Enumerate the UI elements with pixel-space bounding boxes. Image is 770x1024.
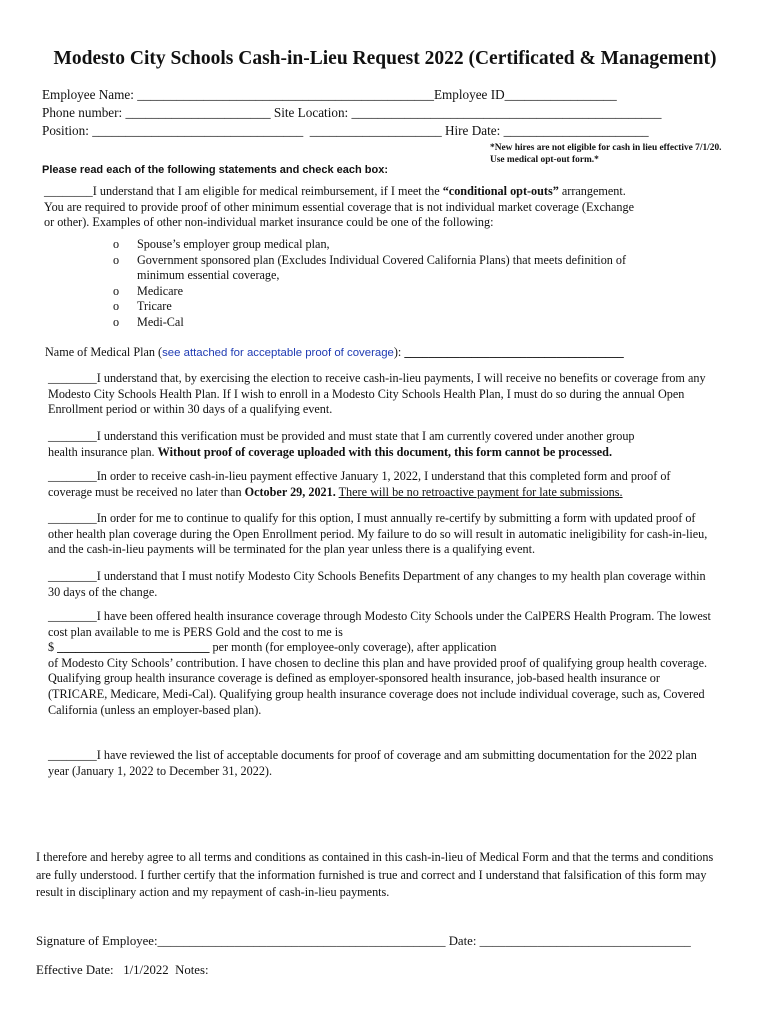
statement-7-line-5: Qualifying group health insurance coverage is defined as employer-sponsored health insurance, job-based health insurance or (48, 671, 660, 686)
phone-row (42, 104, 661, 121)
statement-3-line-1: I understand this verification must be provided and must state that I am currently covered under another group (96, 429, 635, 443)
statement-2-line-3: Enrollment period or within 30 days of a qualifying event. (48, 402, 333, 417)
agreement-line-2: are fully understood. I further certify that the information furnished is true and correct and I understand that falsification of this form may (36, 867, 707, 882)
conditional-opt-outs: “conditional opt-outs” (442, 184, 559, 198)
coverage-option-text: Medi-Cal (137, 314, 184, 329)
instruction-text: Please read each of the following statements and check each box: (42, 164, 388, 176)
dollar-sign: $ (48, 640, 55, 655)
site-location-field[interactable]: _______________________________________________ (351, 105, 662, 120)
bullet-icon: o (113, 299, 120, 314)
statement-5 (48, 511, 707, 558)
check-blank-4[interactable]: ________ (48, 469, 97, 483)
employee-id-field[interactable]: _________________ (504, 87, 617, 102)
medical-plan-label-end: ): (393, 345, 402, 359)
coverage-option-text: Government sponsored plan (Excludes Individual Covered California Plans) that meets definition of (137, 252, 627, 267)
deadline-date: October 29, 2021. (244, 484, 336, 499)
bullet-icon: o (113, 252, 120, 267)
per-month-text: per month (for employee-only coverage), after application (209, 640, 497, 655)
statement-6 (48, 569, 706, 600)
effective-date-value: 1/1/2022 (123, 963, 169, 977)
phone-field[interactable]: ______________________ (125, 105, 271, 120)
statement-8 (48, 748, 697, 779)
statement-5-line-1: In order for me to continue to qualify for this option, I must annually re-certify by submitting a form with updated proof of (96, 511, 696, 525)
coverage-option-text: Medicare (137, 283, 184, 298)
statement-1 (44, 184, 634, 231)
statement-3-line-2: health insurance plan. (48, 444, 158, 459)
employee-name-field[interactable]: _____________________________________________ (137, 87, 434, 102)
bullet-icon: o (113, 237, 120, 251)
statement-5-line-3: and the cash-in-lieu payments will be terminated for the plan year unless there is a qualifying event. (48, 542, 536, 557)
position-field-2[interactable]: ____________________ (309, 123, 442, 138)
plan-cost-field[interactable]: _________________________ (57, 640, 210, 655)
position-label: Position: (42, 123, 89, 138)
statement-1-line-3: or other). Examples of other non-individual market insurance could be one of the following: (44, 215, 494, 230)
signature-field[interactable]: _____________________________________________ (157, 934, 446, 948)
statement-7 (48, 609, 711, 718)
coverage-option (113, 284, 626, 300)
medical-plan-field[interactable]: ____________________________________ (404, 345, 624, 359)
agreement-line-3: result in disciplinary action and my repayment of cash-in-lieu payments. (36, 885, 390, 899)
phone-label: Phone number: (42, 105, 123, 120)
statement-8-line-1: I have reviewed the list of acceptable documents for proof of coverage and am submitting documentation for the 2022 plan (96, 748, 697, 762)
employee-name-label: Employee Name: (42, 87, 134, 102)
statement-3 (48, 429, 635, 460)
signature-label: Signature of Employee: (36, 934, 158, 948)
statement-7-line-7: California (unless an employer-based plan). (48, 702, 262, 717)
note-line-1: *New hires are not eligible for cash in lieu effective 7/1/20. (490, 143, 722, 153)
signature-row (36, 934, 691, 950)
agreement-line-1: I therefore and hereby agree to all terms and conditions as contained in this cash-in-lieu of Medical Form and that the terms and conditions (36, 850, 714, 864)
site-location-label: Site Location: (273, 105, 349, 120)
statement-1-text: I understand that I am eligible for medical reimbursement, if I meet the (92, 184, 443, 198)
no-retroactive-note: There will be no retroactive payment for late submissions. (338, 484, 623, 499)
statement-8-line-2: year (January 1, 2022 to December 31, 2022). (48, 763, 273, 778)
check-blank-6[interactable]: ________ (48, 569, 97, 583)
employee-id-label: Employee ID (433, 87, 505, 102)
check-blank-2[interactable]: ________ (48, 371, 97, 385)
coverage-option (113, 299, 626, 315)
effective-date-label: Effective Date: (36, 963, 114, 977)
coverage-option-text: Spouse’s employer group medical plan, (137, 237, 330, 251)
new-hire-note (490, 142, 721, 166)
statement-6-line-2: 30 days of the change. (48, 584, 158, 599)
medical-plan-label: Name of Medical Plan ( (45, 345, 163, 359)
coverage-option (113, 237, 626, 253)
statement-2 (48, 371, 706, 418)
check-blank-8[interactable]: ________ (48, 748, 97, 762)
check-blank-3[interactable]: ________ (48, 429, 97, 443)
coverage-options-list (113, 237, 626, 331)
date-label: Date: (448, 934, 477, 948)
statement-4-line-2: coverage must be received no later than (48, 484, 245, 499)
agreement-paragraph (36, 849, 713, 902)
statement-1-line-2: You are required to provide proof of other minimum essential coverage that is not individual market coverage (Exchange (44, 199, 635, 214)
page-title: Modesto City Schools Cash-in-Lieu Request 2022 (Certificated & Management) (53, 48, 717, 69)
statement-1-tail: arrangement. (558, 184, 626, 198)
employee-name-row (42, 86, 617, 103)
statement-4 (48, 469, 671, 500)
statement-6-line-1: I understand that I must notify Modesto City Schools Benefits Department of any changes to my health plan coverage within (96, 569, 706, 583)
statement-4-line-1: In order to receive cash-in-lieu payment effective January 1, 2022, I understand that this completed form and proof of (96, 469, 671, 483)
coverage-option-text: Tricare (137, 299, 172, 314)
medical-plan-row (45, 345, 624, 362)
bullet-icon: o (113, 314, 120, 329)
position-row (42, 122, 649, 139)
check-blank-1[interactable]: ________ (44, 184, 93, 198)
date-field[interactable]: _________________________________ (479, 934, 691, 948)
statement-7-line-6: (TRICARE, Medicare, Medi-Cal). Qualifying group health insurance coverage does not include individual coverage, such as, Covered (48, 686, 705, 701)
position-field[interactable]: ________________________________ (92, 123, 304, 138)
acceptable-proof-link[interactable]: see attached for acceptable proof of coverage (162, 347, 394, 359)
coverage-option (113, 315, 626, 331)
note-line-2: Use medical opt-out form.* (490, 155, 599, 165)
check-blank-5[interactable]: ________ (48, 511, 97, 525)
statement-2-line-2: Modesto City Schools Health Plan. If I wish to enroll in a Modesto City Schools Health Plan, I must do so during the annual Open (48, 386, 685, 401)
statement-7-line-4: of Modesto City Schools’ contribution. I have chosen to decline this plan and have provided proof of qualifying group health coverage. (48, 655, 708, 670)
bullet-icon: o (113, 283, 120, 298)
hire-date-label: Hire Date: (444, 123, 501, 138)
statement-2-line-1: I understand that, by exercising the election to receive cash-in-lieu payments, I will receive no benefits or coverage from any (96, 371, 706, 385)
footer-row (36, 963, 209, 979)
statement-7-line-2: cost plan available to me is PERS Gold and the cost to me is (48, 624, 343, 639)
notes-label: Notes: (175, 963, 209, 977)
coverage-option (113, 253, 626, 284)
statement-7-line-1: I have been offered health insurance coverage through Modesto City Schools under the CalPERS Health Program. The lowest (96, 609, 711, 623)
hire-date-field[interactable]: ______________________ (503, 123, 649, 138)
check-blank-7[interactable]: ________ (48, 609, 97, 623)
coverage-option-text: minimum essential coverage, (137, 268, 280, 283)
statement-5-line-2: other health plan coverage during the Open Enrollment period. My failure to do so will result in automatic ineligibility for cash-in-lieu, (48, 526, 708, 541)
proof-required-warning: Without proof of coverage uploaded with this document, this form cannot be processed. (157, 444, 612, 459)
